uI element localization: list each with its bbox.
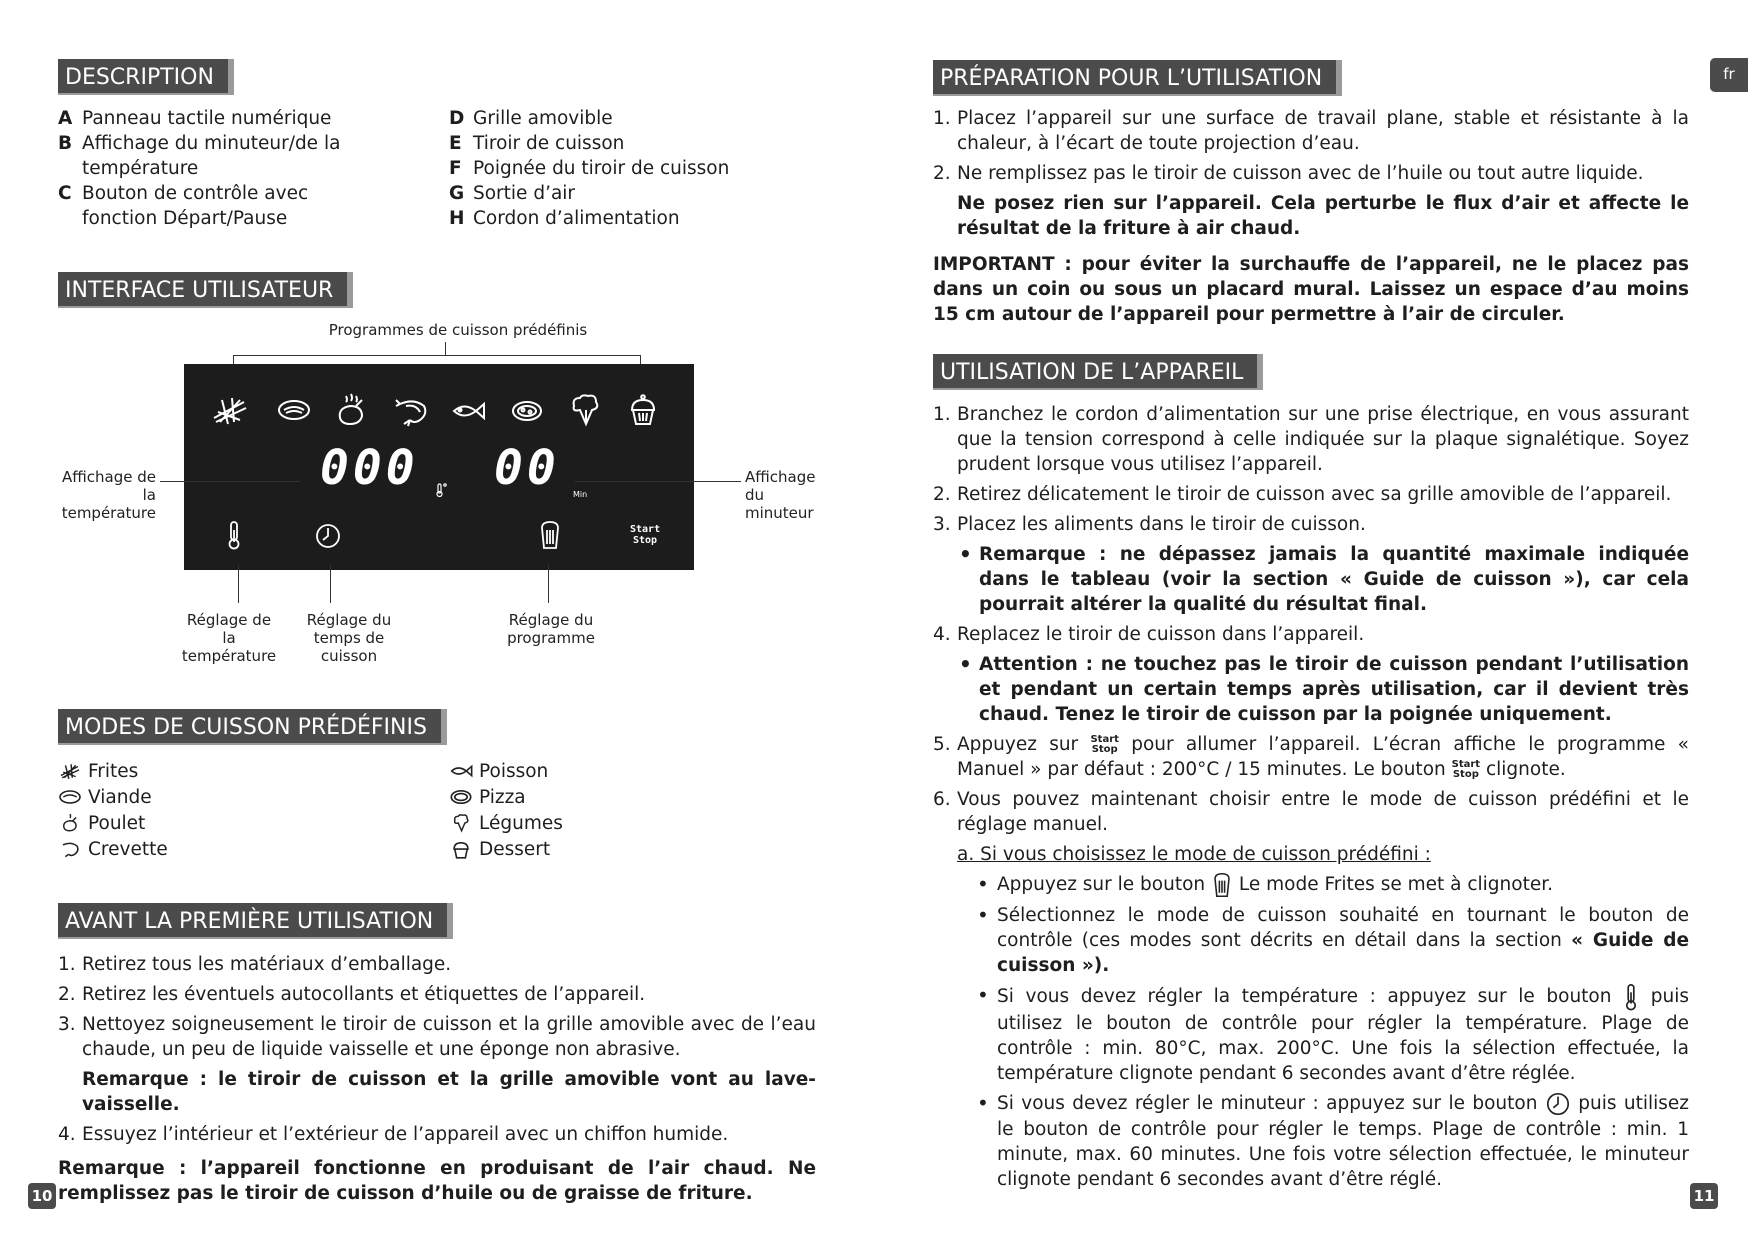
start-stop-icon: Start Stop — [1090, 734, 1119, 755]
usage-steps — [933, 402, 1689, 1192]
description-item-h: H Cordon d’alimentation — [449, 208, 680, 229]
mode-pizza: Pizza — [449, 784, 526, 810]
page-number-left: 10 — [28, 1183, 56, 1209]
fries-icon[interactable] — [210, 394, 250, 426]
usage-note-3: • Remarque : ne dépassez jamais la quantité maximale indiquée dans le tableau (voir la section « Guide de cuisson »), car cela pourrait altérer la qualité du résultat final. — [957, 542, 1689, 617]
timer-display: 00 — [494, 440, 560, 496]
basket-icon[interactable] — [538, 520, 562, 550]
left-page — [0, 0, 870, 1241]
vegetables-icon — [449, 813, 473, 833]
description-item-b: B Affichage du minuteur/de la température — [58, 133, 341, 179]
shrimp-icon — [58, 839, 82, 859]
usage-step-1: 1. Branchez le cordon d’alimentation sur une prise électrique, en vous assurant que la tension correspond à celle indiquée sur la plaque signalétique. Soyez prudent lorsque vous utilisez l’appareil. — [933, 404, 1689, 475]
fries-icon — [58, 762, 82, 780]
first-use-step-4: 4. Essuyez l’intérieur et l’extérieur de l’appareil avec un chiffon humide. — [58, 1124, 729, 1145]
first-use-final-note: Remarque : l’appareil fonctionne en produisant de l’air chaud. Ne remplissez pas le tiroir de cuisson d’huile ou de graisse de friture. — [58, 1158, 816, 1204]
usage-note-3-wrap — [933, 542, 1689, 617]
usage-note-4-wrap — [933, 652, 1689, 727]
time-setting-line — [330, 565, 331, 603]
dessert-icon — [449, 839, 473, 859]
program-setting-line — [548, 565, 549, 603]
celsius-icon — [434, 482, 448, 498]
first-use-step-1: 1. Retirez tous les matériaux d’emballage. — [58, 954, 452, 975]
start-stop-icon: Start Stop — [1451, 759, 1481, 780]
description-item-c: C Bouton de contrôle avec fonction Départ/Pause — [58, 183, 309, 229]
usage-bullet-basket: • Appuyez sur le bouton Le mode Frites se met à clignoter. — [975, 872, 1689, 898]
description-item-e: E Tiroir de cuisson — [449, 133, 625, 154]
mode-dessert: Dessert — [449, 836, 550, 862]
fish-icon — [449, 763, 473, 779]
control-panel — [184, 364, 694, 570]
dessert-icon[interactable] — [628, 394, 658, 426]
timer-display-label: Affichage du minuteur — [745, 468, 816, 522]
usage-bullet-select: • Sélectionnez le mode de cuisson souhaité en tournant le bouton de contrôle (ces modes sont décrits en détail dans la section « Guide de cuisson »). — [975, 903, 1689, 978]
description-item-g: G Sortie d’air — [449, 183, 576, 204]
thermometer-icon[interactable] — [226, 520, 242, 550]
usage-step-4: 4. Replacez le tiroir de cuisson dans l’appareil. — [933, 624, 1365, 645]
description-item-f: F Poignée du tiroir de cuisson — [449, 158, 730, 179]
min-label: Min — [573, 490, 588, 499]
usage-note-4: • Attention : ne touchez pas le tiroir de cuisson pendant l’utilisation et pendant un certain temps après utilisation, car il devient très chaud. Tenez le tiroir de cuisson par la poignée uniquement. — [957, 652, 1689, 727]
basket-icon — [1211, 872, 1233, 898]
programs-bracket — [233, 355, 641, 356]
usage-step-3: 3. Placez les aliments dans le tiroir de cuisson. — [933, 514, 1366, 535]
temp-display-label: Affichage de la température — [61, 468, 156, 522]
usage-sub-a: a. Si vous choisissez le mode de cuisson prédéfini : • Appuyez sur le bouton Le mode Frites se met à clignoter. • Sélectionnez le mode de cuisson souhaité en tournant le bouton de contrôle (ces modes sont décrits en détail dans la section « Guide de cuisson »). • Si vous devez régler la température : appuyez sur le bouton puis utilisez le bouton de contrôle pour régler la température. Plage de contrôle : min. 80°C, max. 200°C. Une fois la sélection effectuée, la température clignote pendant 6 secondes avant d’être réglée. • Si vous devez régler le minuteur : appuyez sur le bouton puis utilisez le bouton de contrôle pour régler le temps. Plage de contrôle : min. 1 minute, max. 60 minutes. Une fois votre sélection effectuée, le minuteur clignote pendant 6 secondes avant d’être réglé. — [933, 842, 1689, 1192]
temp-display-line — [160, 481, 300, 482]
mode-shrimp: Crevette — [58, 836, 168, 862]
description-header: DESCRIPTION — [58, 59, 234, 95]
clock-icon[interactable] — [314, 522, 342, 550]
language-tab: fr — [1710, 58, 1748, 92]
first-use-step-3: 3. Nettoyez soigneusement le tiroir de cuisson et la grille amovible avec de l’eau chaude, un peu de liquide vaisselle et une éponge non abrasive. — [58, 1014, 816, 1060]
programs-bracket-stem — [445, 342, 446, 356]
mode-meat: Viande — [58, 784, 152, 810]
modes-header: MODES DE CUISSON PRÉDÉFINIS — [58, 709, 447, 745]
programs-label: Programmes de cuisson prédéfinis — [328, 321, 588, 339]
prep-important: IMPORTANT : pour éviter la surchauffe de l’appareil, ne le placez pas dans un coin ou sous un placard mural. Laissez un espace d’au moins 15 cm autour de l’appareil pour permettre à l’air de circuler. — [933, 254, 1689, 325]
meat-icon — [58, 788, 82, 806]
shrimp-icon[interactable] — [394, 394, 430, 428]
usage-bullet-timer: • Si vous devez régler le minuteur : appuyez sur le bouton puis utilisez le bouton de contrôle pour régler le temps. Plage de contrôle : min. 1 minute, max. 60 minutes. Une fois votre sélection effectuée, le minuteur clignote pendant 6 secondes avant d’être réglé. — [975, 1091, 1689, 1192]
chicken-icon[interactable] — [334, 392, 368, 428]
description-item-d: D Grille amovible — [449, 108, 613, 129]
description-list-col2 — [449, 106, 769, 231]
first-use-header: AVANT LA PREMIÈRE UTILISATION — [58, 903, 453, 939]
vegetables-icon[interactable] — [568, 392, 602, 428]
description-item-a: A Panneau tactile numérique — [58, 108, 332, 129]
program-setting-label: Réglage du programme — [507, 611, 595, 647]
first-use-steps — [58, 952, 816, 1206]
usage-step-5: 5. Appuyez sur Start Stop pour allumer l’appareil. L’écran affiche le programme « Manuel » par défaut : 200°C / 15 minutes. Le bouton Start Stop clignote. — [933, 734, 1690, 780]
first-use-note-3: Remarque : le tiroir de cuisson et la grille amovible vont au lave-vaisselle. — [82, 1069, 816, 1115]
mode-chicken: Poulet — [58, 810, 145, 836]
temp-setting-label: Réglage de la température — [181, 611, 277, 665]
mode-fries: Frites — [58, 758, 138, 784]
mode-vegetables: Légumes — [449, 810, 563, 836]
pizza-icon — [449, 788, 473, 806]
first-use-step-2: 2. Retirez les éventuels autocollants et étiquettes de l’appareil. — [58, 984, 646, 1005]
usage-bullet-temp: • Si vous devez régler la température : appuyez sur le bouton puis utilisez le bouton de contrôle pour régler la température. Plage de contrôle : min. 80°C, max. 200°C. Une fois la sélection effectuée, la température clignote pendant 6 secondes avant d’être réglée. — [975, 983, 1689, 1086]
mode-fish: Poisson — [449, 758, 548, 784]
temperature-display: 000 — [320, 440, 419, 496]
thermometer-icon — [1623, 983, 1639, 1011]
prep-warning: Ne posez rien sur l’appareil. Cela perturbe le flux d’air et affecte le résultat de la friture à air chaud. — [957, 193, 1689, 239]
interface-header: INTERFACE UTILISATEUR — [58, 272, 353, 308]
time-setting-label: Réglage du temps de cuisson — [306, 611, 392, 665]
usage-step-6: 6. Vous pouvez maintenant choisir entre le mode de cuisson prédéfini et le réglage manuel. — [933, 789, 1689, 835]
pizza-icon[interactable] — [510, 398, 544, 424]
page-number-right: 11 — [1690, 1183, 1718, 1209]
prep-steps — [933, 106, 1689, 327]
fish-icon[interactable] — [450, 400, 486, 422]
usage-step-2: 2. Retirez délicatement le tiroir de cuisson avec sa grille amovible de l’appareil. — [933, 484, 1672, 505]
chicken-icon — [58, 813, 82, 833]
description-list-col1 — [58, 106, 428, 231]
clock-icon — [1545, 1091, 1571, 1117]
prep-header: PRÉPARATION POUR L’UTILISATION — [933, 60, 1342, 96]
prep-step-2: 2. Ne remplissez pas le tiroir de cuisson avec de l’huile ou tout autre liquide. — [933, 163, 1644, 184]
meat-icon[interactable] — [276, 398, 312, 422]
usage-header: UTILISATION DE L’APPAREIL — [933, 354, 1263, 390]
prep-step-1: 1. Placez l’appareil sur une surface de travail plane, stable et résistante à la chaleur, à l’écart de toute projection d’eau. — [933, 108, 1689, 154]
timer-display-line — [575, 481, 741, 482]
temp-setting-line — [238, 565, 239, 603]
start-stop-button[interactable]: Start Stop — [630, 524, 661, 546]
